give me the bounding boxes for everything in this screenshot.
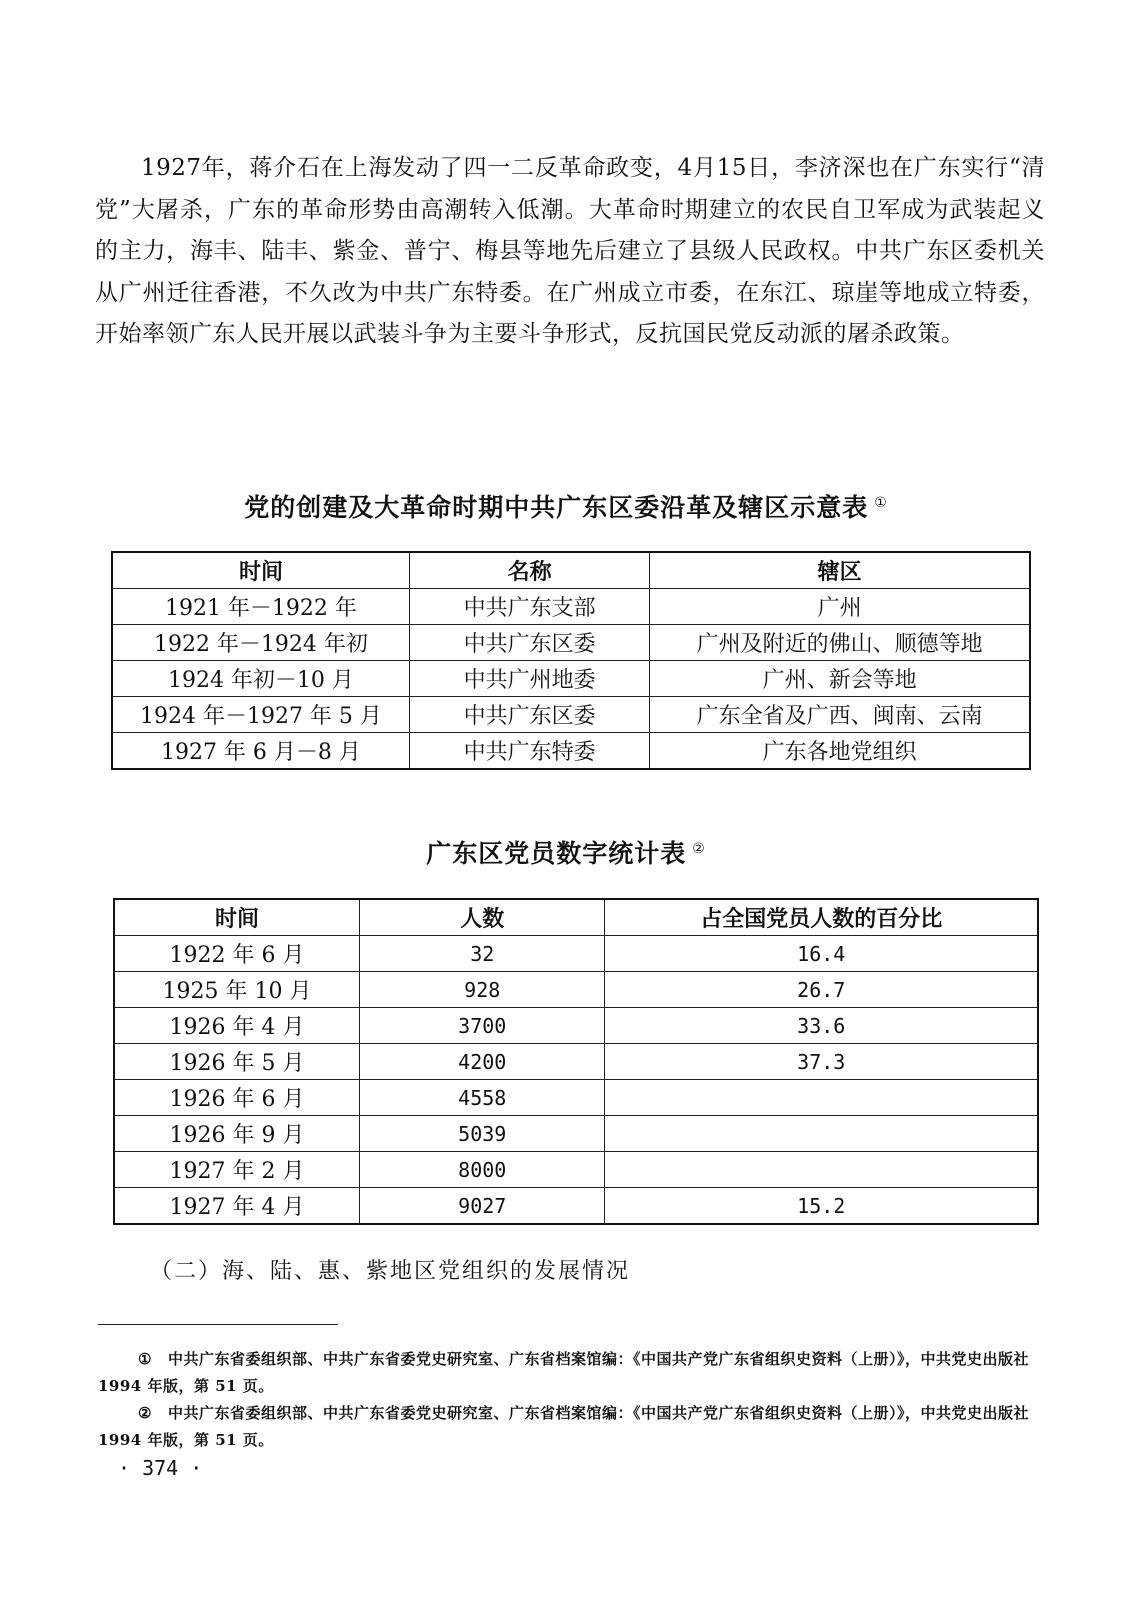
table-row [114,972,1038,1008]
cell-time: 1925 年 10 月 [114,972,360,1008]
cell-count: 4558 [360,1080,605,1116]
cell-time: 1926 年 9 月 [114,1116,360,1152]
table-row [112,589,1030,625]
column-header: 人数 [360,899,605,936]
cell-area: 广州及附近的佛山、顺德等地 [650,625,1030,661]
cell-area: 广州、新会等地 [650,661,1030,697]
page-number: · 374 · [118,1456,203,1480]
cell-count: 3700 [360,1008,605,1044]
cell-time: 1927 年 2 月 [114,1152,360,1188]
cell-count: 32 [360,936,605,972]
footnote-1 [98,1346,1056,1400]
cell-percent [605,1116,1038,1152]
table-row [112,625,1030,661]
cell-time: 1921 年－1922 年 [112,589,409,625]
table-row [114,1152,1038,1188]
cell-name: 中共广东支部 [409,589,649,625]
cell-name: 中共广东区委 [409,697,649,733]
cell-time: 1927 年 4 月 [114,1188,360,1225]
cell-count: 4200 [360,1044,605,1080]
cell-percent: 26.7 [605,972,1038,1008]
column-header: 占全国党员人数的百分比 [605,899,1038,936]
table2-title: 广东区党员数字统计表 [426,839,687,868]
table-row [114,936,1038,972]
cell-count: 928 [360,972,605,1008]
column-header: 时间 [112,552,409,589]
cell-time: 1926 年 6 月 [114,1080,360,1116]
cell-name: 中共广东区委 [409,625,649,661]
table-row [114,1188,1038,1225]
footnote-text: 中共广东省委组织部、中共广东省委党史研究室、广东省档案馆编：《中国共产党广东省组织史资料（上册）》，中共党史出版社 1994 年版，第 51 页。 [98,1404,1030,1449]
column-header: 时间 [114,899,360,936]
table-row [112,697,1030,733]
cell-percent: 37.3 [605,1044,1038,1080]
table-row [114,1008,1038,1044]
table-row [112,661,1030,697]
footnote-mark: ② [138,1404,152,1422]
cell-area: 广东全省及广西、闽南、云南 [650,697,1030,733]
cell-time: 1926 年 5 月 [114,1044,360,1080]
table-row [114,1116,1038,1152]
column-header: 辖区 [650,552,1030,589]
table-row [114,1044,1038,1080]
cell-percent: 16.4 [605,936,1038,972]
table2-note-mark: ② [692,840,706,857]
table1-title: 党的创建及大革命时期中共广东区委沿革及辖区示意表 [244,493,869,522]
cell-area: 广州 [650,589,1030,625]
table-member-statistics [113,898,1039,1225]
table-header-row [114,899,1038,936]
table-header-row [112,552,1030,589]
table2-title-line [0,834,1132,870]
cell-time: 1927 年 6 月－8 月 [112,733,409,770]
cell-percent [605,1152,1038,1188]
cell-name: 中共广东特委 [409,733,649,770]
footnote-mark: ① [138,1350,152,1368]
cell-count: 9027 [360,1188,605,1225]
footnote-text: 中共广东省委组织部、中共广东省委党史研究室、广东省档案馆编：《中国共产党广东省组织史资料（上册）》，中共党史出版社 1994 年版，第 51 页。 [98,1350,1030,1395]
table-row [114,1080,1038,1116]
footnote-2 [98,1400,1056,1454]
body-paragraph: 1927年，蒋介石在上海发动了四一二反革命政变，4月15日，李济深也在广东实行“清党”大屠杀，广东的革命形势由高潮转入低潮。大革命时期建立的农民自卫军成为武装起义的主力，海丰、陆丰、紫金、普宁、梅县等地先后建立了县级人民政权。中共广东区委机关从广州迁往香港，不久改为中共广东特委。在广州成立市委，在东江、琼崖等地成立特委，开始率领广东人民开展以武装斗争为主要斗争形式，反抗国民党反动派的屠杀政策。 [95,155,1045,347]
table1-title-line [0,488,1132,524]
cell-time: 1924 年－1927 年 5 月 [112,697,409,733]
cell-time: 1924 年初－10 月 [112,661,409,697]
section-subheading: （二）海、陆、惠、紫地区党组织的发展情况 [150,1259,631,1284]
column-header: 名称 [409,552,649,589]
cell-time: 1922 年－1924 年初 [112,625,409,661]
table1-note-mark: ① [874,494,888,511]
cell-area: 广东各地党组织 [650,733,1030,770]
cell-percent: 15.2 [605,1188,1038,1225]
cell-count: 5039 [360,1116,605,1152]
cell-count: 8000 [360,1152,605,1188]
footnote-divider [98,1324,338,1325]
table-district-committee [111,551,1031,770]
cell-time: 1922 年 6 月 [114,936,360,972]
cell-percent [605,1080,1038,1116]
table-row [112,733,1030,770]
cell-name: 中共广州地委 [409,661,649,697]
cell-percent: 33.6 [605,1008,1038,1044]
cell-time: 1926 年 4 月 [114,1008,360,1044]
